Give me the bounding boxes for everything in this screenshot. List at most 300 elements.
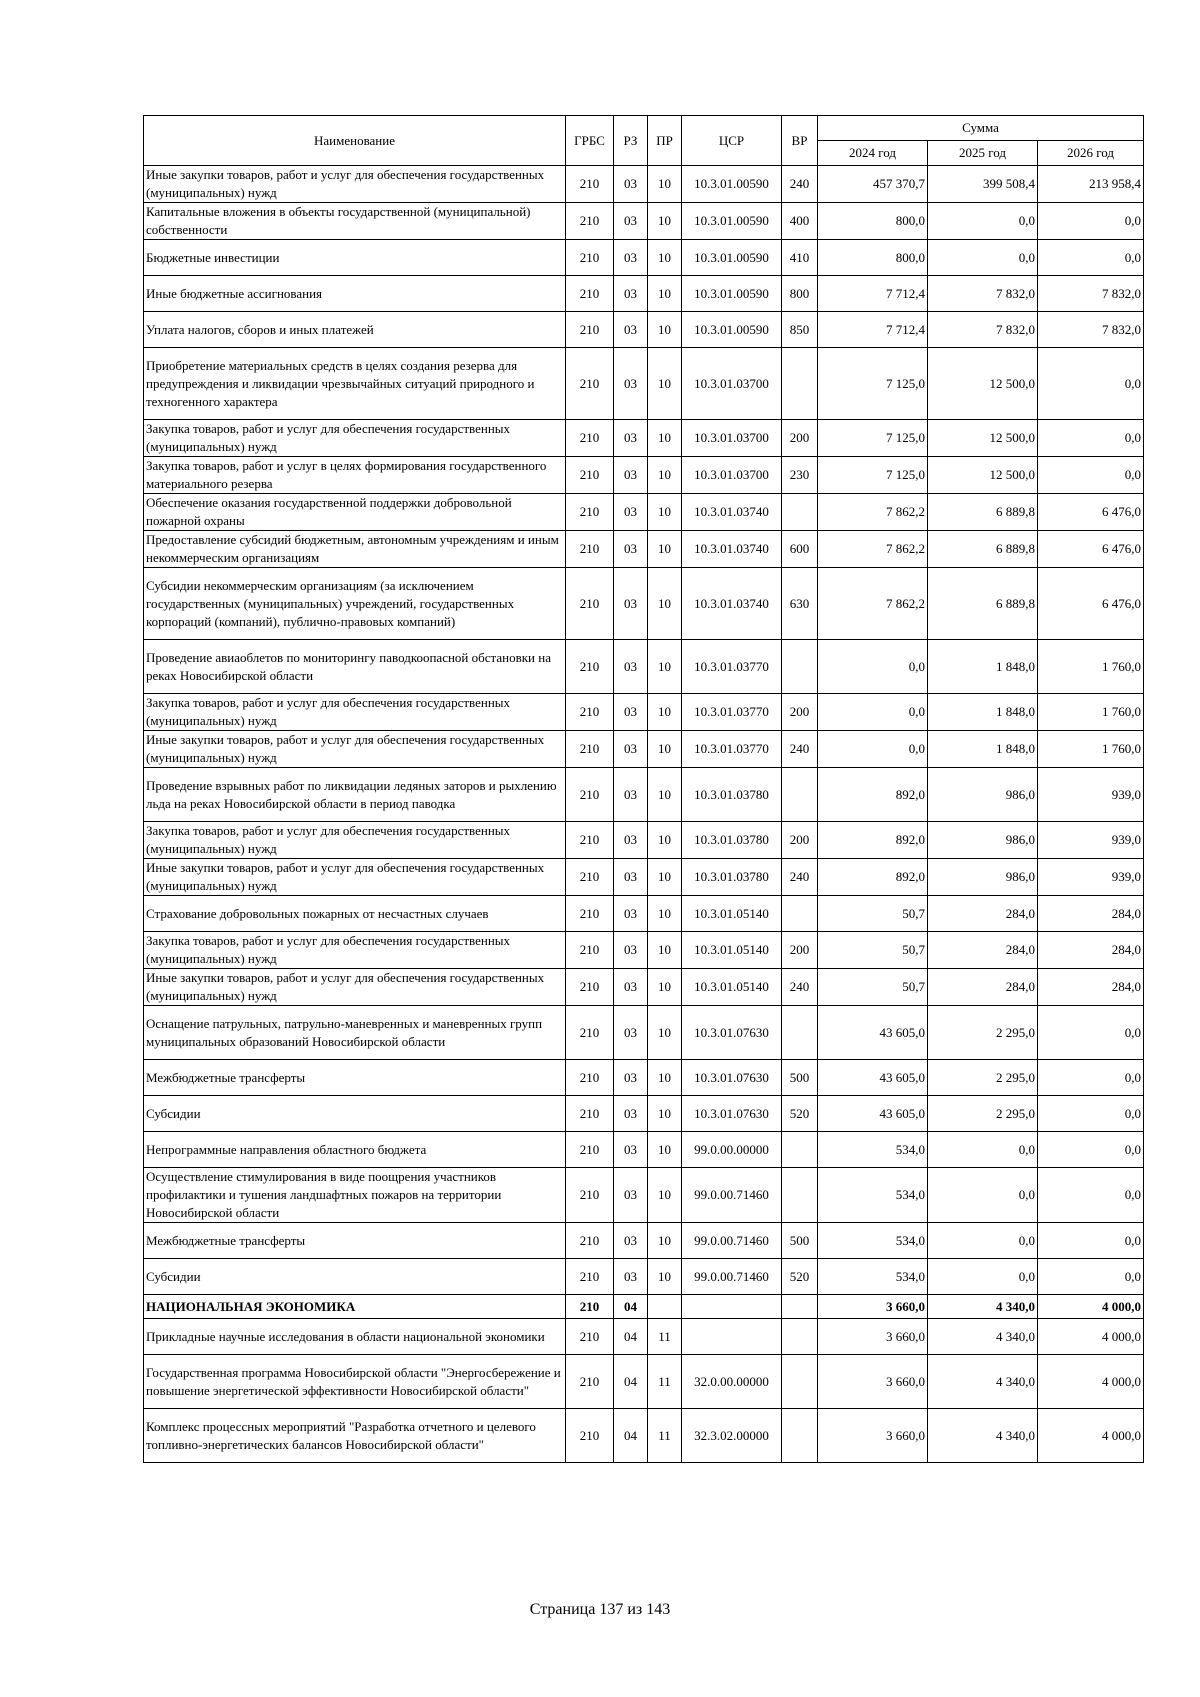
cell-name: Оснащение патрульных, патрульно-маневренных и маневренных групп муниципальных образований Новосибирской области [144, 1006, 566, 1060]
table-row [144, 896, 1144, 932]
cell-rz: 03 [614, 457, 648, 494]
cell-sum-2026: 6 476,0 [1038, 494, 1144, 531]
cell-rz: 03 [614, 932, 648, 969]
cell-csr: 32.0.00.00000 [682, 1355, 782, 1409]
table-body [144, 166, 1144, 1463]
cell-sum-2025: 2 295,0 [928, 1096, 1038, 1132]
cell-sum-2025: 2 295,0 [928, 1060, 1038, 1096]
header-sum: Сумма [818, 116, 1144, 141]
cell-sum-2026: 1 760,0 [1038, 694, 1144, 731]
cell-sum-2024: 0,0 [818, 694, 928, 731]
cell-vr: 600 [782, 531, 818, 568]
cell-name: Иные бюджетные ассигнования [144, 276, 566, 312]
cell-grbs: 210 [566, 1319, 614, 1355]
cell-sum-2026: 0,0 [1038, 240, 1144, 276]
cell-csr: 10.3.01.03770 [682, 731, 782, 768]
table-row [144, 694, 1144, 731]
cell-pr: 10 [648, 731, 682, 768]
table-row [144, 969, 1144, 1006]
cell-sum-2024: 3 660,0 [818, 1295, 928, 1319]
cell-sum-2026: 4 000,0 [1038, 1409, 1144, 1463]
cell-rz: 03 [614, 640, 648, 694]
cell-sum-2026: 0,0 [1038, 1259, 1144, 1295]
cell-csr: 10.3.01.05140 [682, 896, 782, 932]
cell-grbs: 210 [566, 859, 614, 896]
cell-rz: 03 [614, 240, 648, 276]
cell-grbs: 210 [566, 969, 614, 1006]
cell-sum-2025: 1 848,0 [928, 694, 1038, 731]
cell-grbs: 210 [566, 203, 614, 240]
cell-pr: 10 [648, 312, 682, 348]
cell-csr: 10.3.01.03740 [682, 568, 782, 640]
cell-grbs: 210 [566, 768, 614, 822]
table-row [144, 348, 1144, 420]
cell-rz: 03 [614, 312, 648, 348]
cell-name: Закупка товаров, работ и услуг в целях формирования государственного материального резерва [144, 457, 566, 494]
cell-rz: 03 [614, 166, 648, 203]
table-row [144, 494, 1144, 531]
cell-pr: 10 [648, 1006, 682, 1060]
table-row [144, 1132, 1144, 1168]
cell-sum-2024: 43 605,0 [818, 1060, 928, 1096]
cell-sum-2025: 4 340,0 [928, 1355, 1038, 1409]
cell-sum-2025: 284,0 [928, 896, 1038, 932]
header-csr: ЦСР [682, 116, 782, 166]
cell-sum-2026: 939,0 [1038, 822, 1144, 859]
cell-sum-2025: 0,0 [928, 240, 1038, 276]
cell-pr: 10 [648, 640, 682, 694]
cell-name: Проведение авиаоблетов по мониторингу паводкоопасной обстановки на реках Новосибирской области [144, 640, 566, 694]
cell-sum-2026: 0,0 [1038, 457, 1144, 494]
cell-rz: 03 [614, 1259, 648, 1295]
cell-csr: 32.3.02.00000 [682, 1409, 782, 1463]
cell-grbs: 210 [566, 731, 614, 768]
cell-name: Иные закупки товаров, работ и услуг для обеспечения государственных (муниципальных) нужд [144, 969, 566, 1006]
cell-csr: 10.3.01.03740 [682, 531, 782, 568]
cell-sum-2024: 0,0 [818, 640, 928, 694]
header-name: Наименование [144, 116, 566, 166]
cell-csr: 10.3.01.05140 [682, 969, 782, 1006]
cell-grbs: 210 [566, 1132, 614, 1168]
table-row [144, 166, 1144, 203]
cell-sum-2026: 4 000,0 [1038, 1319, 1144, 1355]
cell-sum-2026: 213 958,4 [1038, 166, 1144, 203]
cell-sum-2025: 986,0 [928, 822, 1038, 859]
cell-sum-2025: 284,0 [928, 969, 1038, 1006]
cell-csr: 99.0.00.71460 [682, 1168, 782, 1223]
cell-sum-2026: 0,0 [1038, 1006, 1144, 1060]
cell-pr: 10 [648, 531, 682, 568]
cell-rz: 03 [614, 1132, 648, 1168]
cell-csr: 10.3.01.07630 [682, 1060, 782, 1096]
cell-sum-2025: 2 295,0 [928, 1006, 1038, 1060]
cell-grbs: 210 [566, 822, 614, 859]
header-year-2024: 2024 год [818, 141, 928, 166]
cell-csr: 10.3.01.00590 [682, 240, 782, 276]
cell-pr: 11 [648, 1355, 682, 1409]
table-header [144, 116, 1144, 166]
cell-vr: 240 [782, 969, 818, 1006]
cell-sum-2026: 0,0 [1038, 1096, 1144, 1132]
cell-sum-2024: 7 712,4 [818, 312, 928, 348]
cell-sum-2025: 399 508,4 [928, 166, 1038, 203]
cell-sum-2024: 892,0 [818, 859, 928, 896]
table-row [144, 203, 1144, 240]
cell-sum-2025: 6 889,8 [928, 531, 1038, 568]
cell-grbs: 210 [566, 1355, 614, 1409]
cell-sum-2025: 4 340,0 [928, 1295, 1038, 1319]
cell-rz: 03 [614, 276, 648, 312]
cell-grbs: 210 [566, 457, 614, 494]
cell-csr: 99.0.00.71460 [682, 1223, 782, 1259]
cell-sum-2024: 7 125,0 [818, 457, 928, 494]
cell-sum-2025: 0,0 [928, 1168, 1038, 1223]
cell-sum-2024: 7 862,2 [818, 531, 928, 568]
cell-pr: 10 [648, 203, 682, 240]
cell-sum-2025: 7 832,0 [928, 312, 1038, 348]
cell-sum-2024: 50,7 [818, 969, 928, 1006]
cell-pr: 10 [648, 969, 682, 1006]
cell-rz: 03 [614, 1006, 648, 1060]
cell-grbs: 210 [566, 166, 614, 203]
cell-csr: 10.3.01.07630 [682, 1096, 782, 1132]
cell-name: Обеспечение оказания государственной поддержки добровольной пожарной охраны [144, 494, 566, 531]
cell-pr: 10 [648, 859, 682, 896]
cell-sum-2024: 50,7 [818, 932, 928, 969]
cell-sum-2025: 0,0 [928, 1223, 1038, 1259]
cell-sum-2026: 1 760,0 [1038, 640, 1144, 694]
cell-pr: 10 [648, 1168, 682, 1223]
cell-vr: 240 [782, 731, 818, 768]
table-row [144, 1295, 1144, 1319]
cell-rz: 03 [614, 531, 648, 568]
table-row [144, 1259, 1144, 1295]
table-row [144, 640, 1144, 694]
cell-pr: 10 [648, 1223, 682, 1259]
cell-grbs: 210 [566, 896, 614, 932]
cell-sum-2024: 7 862,2 [818, 568, 928, 640]
cell-csr: 10.3.01.03770 [682, 694, 782, 731]
header-grbs: ГРБС [566, 116, 614, 166]
table-row [144, 1409, 1144, 1463]
cell-sum-2025: 986,0 [928, 768, 1038, 822]
cell-vr [782, 768, 818, 822]
cell-pr: 10 [648, 166, 682, 203]
cell-sum-2026: 4 000,0 [1038, 1295, 1144, 1319]
cell-pr: 11 [648, 1409, 682, 1463]
cell-vr: 800 [782, 276, 818, 312]
cell-sum-2025: 6 889,8 [928, 568, 1038, 640]
cell-csr: 10.3.01.03780 [682, 859, 782, 896]
cell-sum-2026: 0,0 [1038, 203, 1144, 240]
cell-sum-2026: 939,0 [1038, 859, 1144, 896]
cell-grbs: 210 [566, 312, 614, 348]
cell-csr [682, 1319, 782, 1355]
cell-name: Межбюджетные трансферты [144, 1060, 566, 1096]
cell-name: Закупка товаров, работ и услуг для обеспечения государственных (муниципальных) нужд [144, 822, 566, 859]
table-row [144, 822, 1144, 859]
cell-pr: 10 [648, 240, 682, 276]
cell-csr: 10.3.01.03780 [682, 822, 782, 859]
cell-pr: 10 [648, 1259, 682, 1295]
cell-grbs: 210 [566, 1006, 614, 1060]
cell-name: НАЦИОНАЛЬНАЯ ЭКОНОМИКА [144, 1295, 566, 1319]
cell-vr [782, 1409, 818, 1463]
cell-pr: 10 [648, 494, 682, 531]
table-row [144, 420, 1144, 457]
cell-pr [648, 1295, 682, 1319]
cell-name: Капитальные вложения в объекты государственной (муниципальной) собственности [144, 203, 566, 240]
cell-name: Непрограммные направления областного бюджета [144, 1132, 566, 1168]
cell-rz: 03 [614, 731, 648, 768]
cell-pr: 10 [648, 896, 682, 932]
table-row [144, 731, 1144, 768]
cell-vr: 850 [782, 312, 818, 348]
cell-rz: 04 [614, 1355, 648, 1409]
cell-csr: 10.3.01.03740 [682, 494, 782, 531]
cell-name: Бюджетные инвестиции [144, 240, 566, 276]
cell-name: Приобретение материальных средств в целях создания резерва для предупреждения и ликвидации чрезвычайных ситуаций природного и техногенного характера [144, 348, 566, 420]
cell-sum-2025: 0,0 [928, 1132, 1038, 1168]
cell-rz: 03 [614, 694, 648, 731]
cell-sum-2026: 4 000,0 [1038, 1355, 1144, 1409]
cell-vr: 500 [782, 1060, 818, 1096]
cell-vr: 520 [782, 1259, 818, 1295]
cell-name: Закупка товаров, работ и услуг для обеспечения государственных (муниципальных) нужд [144, 420, 566, 457]
table-row [144, 1355, 1144, 1409]
cell-sum-2024: 3 660,0 [818, 1319, 928, 1355]
cell-sum-2024: 800,0 [818, 240, 928, 276]
header-year-2026: 2026 год [1038, 141, 1144, 166]
cell-sum-2026: 0,0 [1038, 1223, 1144, 1259]
cell-vr [782, 1295, 818, 1319]
cell-pr: 10 [648, 1096, 682, 1132]
cell-sum-2024: 7 712,4 [818, 276, 928, 312]
cell-name: Субсидии [144, 1259, 566, 1295]
cell-rz: 03 [614, 348, 648, 420]
cell-name: Комплекс процессных мероприятий "Разработка отчетного и целевого топливно-энергетических балансов Новосибирской области" [144, 1409, 566, 1463]
cell-sum-2025: 1 848,0 [928, 640, 1038, 694]
table-row [144, 312, 1144, 348]
cell-grbs: 210 [566, 1259, 614, 1295]
cell-grbs: 210 [566, 420, 614, 457]
cell-pr: 10 [648, 348, 682, 420]
cell-grbs: 210 [566, 1223, 614, 1259]
cell-rz: 03 [614, 494, 648, 531]
cell-name: Иные закупки товаров, работ и услуг для обеспечения государственных (муниципальных) нужд [144, 859, 566, 896]
cell-grbs: 210 [566, 932, 614, 969]
cell-grbs: 210 [566, 640, 614, 694]
budget-table [143, 115, 1144, 1463]
cell-sum-2025: 12 500,0 [928, 420, 1038, 457]
cell-rz: 03 [614, 896, 648, 932]
cell-csr: 10.3.01.00590 [682, 166, 782, 203]
cell-vr [782, 494, 818, 531]
page-number: Страница 137 из 143 [529, 1601, 671, 1618]
cell-grbs: 210 [566, 531, 614, 568]
cell-vr: 240 [782, 166, 818, 203]
cell-csr: 99.0.00.00000 [682, 1132, 782, 1168]
cell-grbs: 210 [566, 1168, 614, 1223]
cell-sum-2025: 4 340,0 [928, 1409, 1038, 1463]
cell-sum-2026: 0,0 [1038, 348, 1144, 420]
cell-sum-2026: 6 476,0 [1038, 531, 1144, 568]
cell-rz: 03 [614, 420, 648, 457]
cell-name: Субсидии [144, 1096, 566, 1132]
cell-csr: 10.3.01.03700 [682, 348, 782, 420]
cell-name: Межбюджетные трансферты [144, 1223, 566, 1259]
cell-name: Иные закупки товаров, работ и услуг для обеспечения государственных (муниципальных) нужд [144, 166, 566, 203]
cell-sum-2024: 7 862,2 [818, 494, 928, 531]
cell-vr [782, 1006, 818, 1060]
cell-csr: 10.3.01.05140 [682, 932, 782, 969]
cell-vr [782, 1132, 818, 1168]
table-row [144, 859, 1144, 896]
cell-csr: 10.3.01.03700 [682, 457, 782, 494]
header-pr: ПР [648, 116, 682, 166]
cell-vr [782, 1355, 818, 1409]
cell-vr [782, 1168, 818, 1223]
cell-vr: 400 [782, 203, 818, 240]
cell-rz: 03 [614, 1060, 648, 1096]
cell-name: Проведение взрывных работ по ликвидации ледяных заторов и рыхлению льда на реках Новосибирской области в период паводка [144, 768, 566, 822]
cell-rz: 03 [614, 203, 648, 240]
cell-pr: 10 [648, 568, 682, 640]
cell-sum-2026: 6 476,0 [1038, 568, 1144, 640]
cell-sum-2026: 284,0 [1038, 969, 1144, 1006]
cell-sum-2026: 0,0 [1038, 1168, 1144, 1223]
cell-sum-2024: 50,7 [818, 896, 928, 932]
cell-sum-2026: 284,0 [1038, 896, 1144, 932]
cell-sum-2024: 43 605,0 [818, 1096, 928, 1132]
cell-grbs: 210 [566, 1060, 614, 1096]
cell-sum-2024: 3 660,0 [818, 1355, 928, 1409]
cell-pr: 10 [648, 1060, 682, 1096]
table-row [144, 1096, 1144, 1132]
cell-vr [782, 1319, 818, 1355]
cell-rz: 04 [614, 1409, 648, 1463]
cell-grbs: 210 [566, 240, 614, 276]
cell-vr: 200 [782, 420, 818, 457]
cell-sum-2024: 800,0 [818, 203, 928, 240]
cell-name: Закупка товаров, работ и услуг для обеспечения государственных (муниципальных) нужд [144, 932, 566, 969]
cell-vr: 410 [782, 240, 818, 276]
cell-sum-2025: 12 500,0 [928, 457, 1038, 494]
cell-csr: 10.3.01.00590 [682, 203, 782, 240]
cell-sum-2024: 7 125,0 [818, 348, 928, 420]
cell-csr [682, 1295, 782, 1319]
cell-sum-2025: 284,0 [928, 932, 1038, 969]
cell-grbs: 210 [566, 568, 614, 640]
cell-csr: 99.0.00.71460 [682, 1259, 782, 1295]
cell-sum-2026: 0,0 [1038, 1132, 1144, 1168]
cell-csr: 10.3.01.03700 [682, 420, 782, 457]
cell-vr: 630 [782, 568, 818, 640]
cell-sum-2026: 284,0 [1038, 932, 1144, 969]
cell-name: Страхование добровольных пожарных от несчастных случаев [144, 896, 566, 932]
cell-sum-2026: 0,0 [1038, 1060, 1144, 1096]
cell-rz: 03 [614, 1096, 648, 1132]
cell-csr: 10.3.01.07630 [682, 1006, 782, 1060]
table-row [144, 1006, 1144, 1060]
cell-grbs: 210 [566, 494, 614, 531]
cell-name: Предоставление субсидий бюджетным, автономным учреждениям и иным некоммерческим организациям [144, 531, 566, 568]
cell-name: Иные закупки товаров, работ и услуг для обеспечения государственных (муниципальных) нужд [144, 731, 566, 768]
cell-pr: 10 [648, 768, 682, 822]
cell-sum-2024: 0,0 [818, 731, 928, 768]
cell-grbs: 210 [566, 276, 614, 312]
cell-sum-2024: 3 660,0 [818, 1409, 928, 1463]
header-rz: РЗ [614, 116, 648, 166]
cell-sum-2026: 7 832,0 [1038, 276, 1144, 312]
cell-sum-2025: 7 832,0 [928, 276, 1038, 312]
cell-csr: 10.3.01.03770 [682, 640, 782, 694]
cell-rz: 03 [614, 768, 648, 822]
cell-grbs: 210 [566, 1096, 614, 1132]
table-row [144, 568, 1144, 640]
cell-name: Субсидии некоммерческим организациям (за исключением государственных (муниципальных) учреждений, государственных корпораций (компаний), публично-правовых компаний) [144, 568, 566, 640]
table-row [144, 1060, 1144, 1096]
cell-pr: 10 [648, 276, 682, 312]
cell-sum-2025: 12 500,0 [928, 348, 1038, 420]
cell-vr: 200 [782, 694, 818, 731]
cell-sum-2024: 892,0 [818, 768, 928, 822]
cell-rz: 03 [614, 1168, 648, 1223]
cell-pr: 10 [648, 932, 682, 969]
table-row [144, 768, 1144, 822]
cell-rz: 03 [614, 822, 648, 859]
header-year-2025: 2025 год [928, 141, 1038, 166]
cell-sum-2024: 43 605,0 [818, 1006, 928, 1060]
cell-grbs: 210 [566, 1295, 614, 1319]
cell-vr: 200 [782, 932, 818, 969]
cell-name: Осуществление стимулирования в виде поощрения участников профилактики и тушения ландшафтных пожаров на территории Новосибирской области [144, 1168, 566, 1223]
cell-csr: 10.3.01.03780 [682, 768, 782, 822]
cell-sum-2025: 0,0 [928, 203, 1038, 240]
cell-vr [782, 348, 818, 420]
cell-vr: 230 [782, 457, 818, 494]
cell-sum-2024: 534,0 [818, 1223, 928, 1259]
cell-name: Прикладные научные исследования в области национальной экономики [144, 1319, 566, 1355]
table-row [144, 457, 1144, 494]
cell-rz: 03 [614, 568, 648, 640]
cell-sum-2024: 7 125,0 [818, 420, 928, 457]
cell-rz: 03 [614, 859, 648, 896]
cell-grbs: 210 [566, 1409, 614, 1463]
cell-sum-2026: 7 832,0 [1038, 312, 1144, 348]
cell-sum-2025: 4 340,0 [928, 1319, 1038, 1355]
table-row [144, 1223, 1144, 1259]
cell-vr [782, 896, 818, 932]
cell-pr: 10 [648, 822, 682, 859]
table-row [144, 1168, 1144, 1223]
table-row [144, 932, 1144, 969]
cell-vr: 520 [782, 1096, 818, 1132]
cell-name: Уплата налогов, сборов и иных платежей [144, 312, 566, 348]
cell-vr [782, 640, 818, 694]
cell-name: Государственная программа Новосибирской области "Энергосбережение и повышение энергетической эффективности Новосибирской области" [144, 1355, 566, 1409]
cell-rz: 04 [614, 1319, 648, 1355]
cell-rz: 03 [614, 1223, 648, 1259]
cell-vr: 200 [782, 822, 818, 859]
cell-rz: 04 [614, 1295, 648, 1319]
cell-sum-2025: 1 848,0 [928, 731, 1038, 768]
header-vr: ВР [782, 116, 818, 166]
table-row [144, 276, 1144, 312]
cell-pr: 11 [648, 1319, 682, 1355]
cell-vr: 500 [782, 1223, 818, 1259]
table-row [144, 1319, 1144, 1355]
